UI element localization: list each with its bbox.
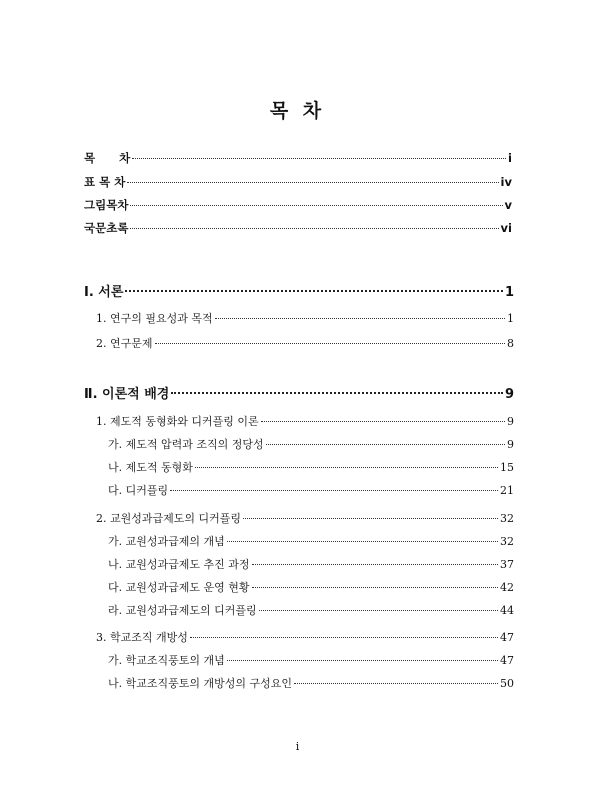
toc-section-label: 1. 연구의 필요성과 목적 (96, 312, 213, 325)
page-title: 목 차 (269, 100, 326, 122)
toc-chapter-1[interactable] (84, 281, 514, 300)
toc-section[interactable] (96, 510, 514, 526)
page-number: i (295, 740, 300, 753)
toc-chapter-label: Ⅱ. 이론적 배경 (84, 387, 170, 402)
toc-entry-tables[interactable] (84, 174, 512, 190)
toc-subsection-page: 42 (500, 581, 514, 594)
toc-subsection-page: 37 (500, 558, 514, 571)
toc-entry-abstract[interactable] (84, 220, 512, 236)
leader-dots (294, 683, 498, 684)
toc-entry-contents[interactable] (84, 150, 512, 166)
toc-subsection-page: 15 (500, 461, 514, 474)
toc-entry-page: v (504, 198, 512, 212)
toc-entry-figures[interactable] (84, 197, 512, 213)
leader-dots (227, 660, 498, 661)
toc-section[interactable] (96, 310, 514, 326)
toc-entry-label: 국문초록 (84, 221, 129, 235)
toc-subsection-label: 나. 교원성과급제도 추진 과정 (108, 558, 250, 571)
leader-dots (243, 518, 498, 519)
leader-dots (130, 205, 502, 206)
toc-subsection[interactable] (108, 459, 514, 475)
toc-section[interactable] (96, 335, 514, 351)
toc-section-label: 1. 제도적 동형화와 디커플링 이론 (96, 415, 259, 428)
toc-subsection-label: 가. 교원성과급제의 개념 (108, 535, 225, 548)
toc-subsection-label: 나. 제도적 동형화 (108, 461, 193, 474)
toc-subsection-label: 가. 학교조직풍토의 개념 (108, 654, 225, 667)
leader-dots (252, 587, 499, 588)
toc-subsection-page: 32 (500, 535, 514, 548)
leader-dots (155, 343, 506, 344)
leader-dots (261, 421, 505, 422)
toc-entry-label: 그림목차 (84, 198, 129, 212)
toc-section-page: 9 (507, 415, 514, 428)
toc-subsection-label: 가. 제도적 압력과 조직의 정당성 (108, 438, 264, 451)
toc-chapter-2[interactable] (84, 383, 514, 402)
toc-subsection[interactable] (108, 482, 514, 498)
toc-subsection[interactable] (108, 652, 514, 668)
leader-dots (195, 467, 498, 468)
toc-entry-label: 표 목 차 (84, 175, 126, 189)
leader-dots (266, 444, 505, 445)
toc-subsection-page: 44 (500, 604, 514, 617)
toc-subsection-page: 50 (500, 677, 514, 690)
leader-dots (125, 290, 503, 292)
leader-dots (127, 182, 498, 183)
toc-section-page: 47 (500, 631, 514, 644)
toc-entry-page: iv (500, 175, 512, 189)
toc-subsection-label: 라. 교원성과급제도의 디커플링 (108, 604, 257, 617)
toc-subsection[interactable] (108, 602, 514, 618)
leader-dots (130, 228, 498, 229)
toc-subsection-page: 9 (507, 438, 514, 451)
toc-entry-page: vi (500, 221, 512, 235)
toc-section-page: 32 (500, 512, 514, 525)
toc-subsection[interactable] (108, 533, 514, 549)
leader-dots (215, 318, 505, 319)
toc-subsection[interactable] (108, 556, 514, 572)
toc-subsection-label: 나. 학교조직풍토의 개방성의 구성요인 (108, 677, 293, 690)
toc-chapter-page: 9 (504, 387, 514, 402)
leader-dots (190, 637, 498, 638)
toc-section-label: 2. 교원성과급제도의 디커플링 (96, 512, 241, 525)
toc-subsection[interactable] (108, 436, 514, 452)
toc-entry-label: 목 차 (84, 151, 131, 165)
leader-dots (171, 392, 503, 394)
toc-subsection-label: 다. 교원성과급제도 운영 현황 (108, 581, 250, 594)
toc-subsection-page: 47 (500, 654, 514, 667)
leader-dots (170, 490, 498, 491)
toc-section[interactable] (96, 629, 514, 645)
leader-dots (259, 610, 498, 611)
toc-subsection-label: 다. 디커플링 (108, 484, 169, 497)
toc-section-page: 1 (507, 312, 514, 325)
toc-chapter-label: Ⅰ. 서론 (84, 285, 124, 300)
toc-subsection[interactable] (108, 579, 514, 595)
toc-section[interactable] (96, 413, 514, 429)
toc-subsection-page: 21 (500, 484, 514, 497)
toc-section-page: 8 (507, 337, 514, 350)
toc-section-label: 2. 연구문제 (96, 337, 153, 350)
toc-subsection[interactable] (108, 675, 514, 691)
toc-chapter-page: 1 (504, 285, 514, 300)
leader-dots (252, 564, 499, 565)
toc-section-label: 3. 학교조직 개방성 (96, 631, 188, 644)
leader-dots (132, 158, 506, 159)
leader-dots (227, 541, 498, 542)
toc-entry-page: i (508, 151, 512, 165)
